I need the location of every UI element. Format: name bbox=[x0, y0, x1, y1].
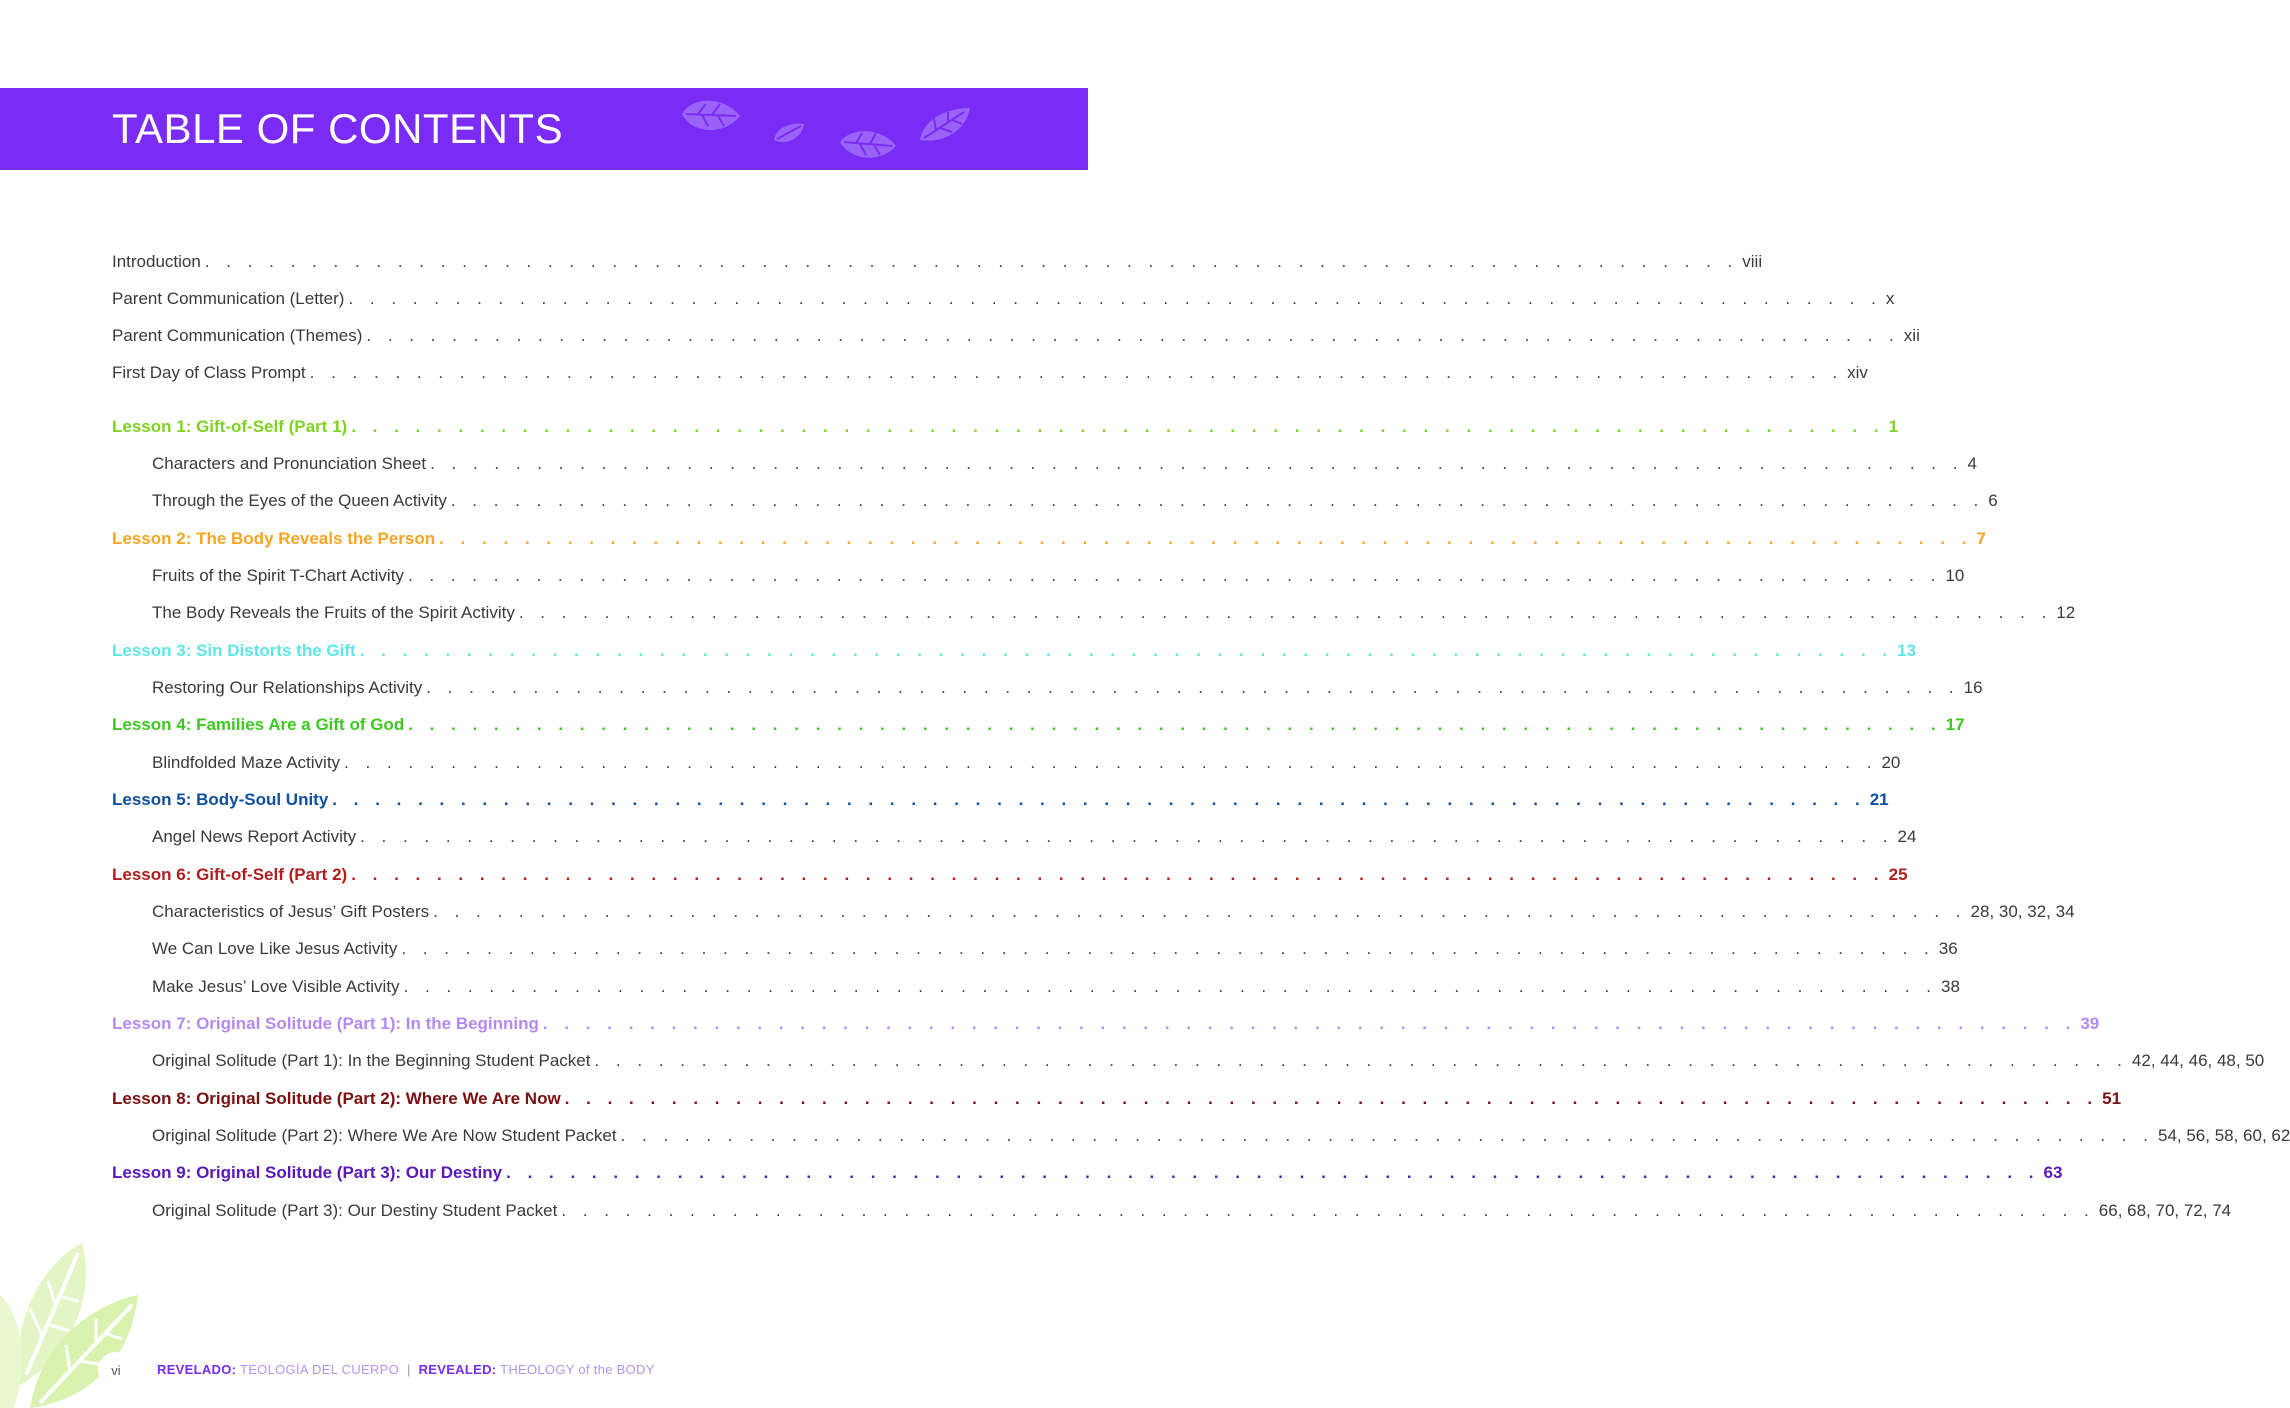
footer-brand: REVELADO: TEOLOGÍA DEL CUERPO | REVEALED: THEOLOGY of the BODY bbox=[157, 1362, 655, 1377]
toc-entry[interactable]: Original Solitude (Part 3): Our Destiny Student Packet . . . . . . . . . . . . . . . . . . . . . . . . . . . . . . . . . . . . . . . . . . . . . . . . . . . . . . . . . . . . . . . . . . . . . . . . 66, 68, 70, 72, 74 bbox=[152, 1201, 2232, 1220]
toc-lesson-5[interactable]: Lesson 5: Body-Soul Unity . . . . . . . . . . . . . . . . . . . . . . . . . . . . . . . . . . . . . . . . . . . . . . . . . . . . . . . . . . . . . . . . . . . . . . . . 21 bbox=[112, 790, 1889, 809]
toc-entry[interactable]: Original Solitude (Part 1): In the Beginning Student Packet . . . . . . . . . . . . . . . . . . . . . . . . . . . . . . . . . . . . . . . . . . . . . . . . . . . . . . . . . . . . . . . . . . . . . . . . 42, 44, 46, 48, 50 bbox=[152, 1051, 2265, 1070]
toc-entry[interactable]: Make Jesus’ Love Visible Activity . . . . . . . . . . . . . . . . . . . . . . . . . . . . . . . . . . . . . . . . . . . . . . . . . . . . . . . . . . . . . . . . . . . . . . . . 38 bbox=[152, 977, 1960, 996]
toc-lesson-6[interactable]: Lesson 6: Gift-of-Self (Part 2) . . . . . . . . . . . . . . . . . . . . . . . . . . . . . . . . . . . . . . . . . . . . . . . . . . . . . . . . . . . . . . . . . . . . . . . . 25 bbox=[112, 865, 1908, 884]
leaf-icon bbox=[838, 124, 898, 164]
toc-lesson-4[interactable]: Lesson 4: Families Are a Gift of God . . . . . . . . . . . . . . . . . . . . . . . . . . . . . . . . . . . . . . . . . . . . . . . . . . . . . . . . . . . . . . . . . . . . . . . . 17 bbox=[112, 715, 1965, 734]
page-title: TABLE OF CONTENTS bbox=[112, 105, 564, 152]
page-footer bbox=[0, 1350, 1088, 1390]
toc-entry[interactable]: Blindfolded Maze Activity . . . . . . . . . . . . . . . . . . . . . . . . . . . . . . . . . . . . . . . . . . . . . . . . . . . . . . . . . . . . . . . . . . . . . . . . 20 bbox=[152, 753, 1901, 772]
toc-lesson-1[interactable]: Lesson 1: Gift-of-Self (Part 1) . . . . . . . . . . . . . . . . . . . . . . . . . . . . . . . . . . . . . . . . . . . . . . . . . . . . . . . . . . . . . . . . . . . . . . . . 1 bbox=[112, 417, 1899, 436]
toc-entry[interactable]: Characters and Pronunciation Sheet . . . . . . . . . . . . . . . . . . . . . . . . . . . . . . . . . . . . . . . . . . . . . . . . . . . . . . . . . . . . . . . . . . . . . . . . 4 bbox=[152, 454, 1977, 473]
toc-entry[interactable]: We Can Love Like Jesus Activity . . . . . . . . . . . . . . . . . . . . . . . . . . . . . . . . . . . . . . . . . . . . . . . . . . . . . . . . . . . . . . . . . . . . . . . . 36 bbox=[152, 939, 1958, 958]
toc-entry[interactable]: Angel News Report Activity . . . . . . . . . . . . . . . . . . . . . . . . . . . . . . . . . . . . . . . . . . . . . . . . . . . . . . . . . . . . . . . . . . . . . . . . 24 bbox=[152, 827, 1917, 846]
header-banner bbox=[0, 88, 1088, 170]
toc-lesson-9[interactable]: Lesson 9: Original Solitude (Part 3): Our Destiny . . . . . . . . . . . . . . . . . . . . . . . . . . . . . . . . . . . . . . . . . . . . . . . . . . . . . . . . . . . . . . . . . . . . . . . . 63 bbox=[112, 1163, 2063, 1182]
toc-lesson-3[interactable]: Lesson 3: Sin Distorts the Gift . . . . . . . . . . . . . . . . . . . . . . . . . . . . . . . . . . . . . . . . . . . . . . . . . . . . . . . . . . . . . . . . . . . . . . . . 13 bbox=[112, 641, 1917, 660]
page-number: vi bbox=[98, 1352, 134, 1388]
toc-entry[interactable]: Through the Eyes of the Queen Activity . . . . . . . . . . . . . . . . . . . . . . . . . . . . . . . . . . . . . . . . . . . . . . . . . . . . . . . . . . . . . . . . . . . . . . . . 6 bbox=[152, 491, 1998, 510]
toc-lesson-7[interactable]: Lesson 7: Original Solitude (Part 1): In the Beginning . . . . . . . . . . . . . . . . . . . . . . . . . . . . . . . . . . . . . . . . . . . . . . . . . . . . . . . . . . . . . . . . . . . . . . . . 39 bbox=[112, 1014, 2100, 1033]
toc-entry[interactable]: Parent Communication (Letter) . . . . . . . . . . . . . . . . . . . . . . . . . . . . . . . . . . . . . . . . . . . . . . . . . . . . . . . . . . . . . . . . . . . . . . . . x bbox=[112, 289, 1895, 308]
toc-lesson-2[interactable]: Lesson 2: The Body Reveals the Person . . . . . . . . . . . . . . . . . . . . . . . . . . . . . . . . . . . . . . . . . . . . . . . . . . . . . . . . . . . . . . . . . . . . . . . . 7 bbox=[112, 529, 1986, 548]
toc-entry[interactable]: Introduction . . . . . . . . . . . . . . . . . . . . . . . . . . . . . . . . . . . . . . . . . . . . . . . . . . . . . . . . . . . . . . . . . . . . . . . . viii bbox=[112, 252, 1763, 271]
leaf-icon bbox=[918, 106, 972, 146]
toc-entry[interactable]: Restoring Our Relationships Activity . . . . . . . . . . . . . . . . . . . . . . . . . . . . . . . . . . . . . . . . . . . . . . . . . . . . . . . . . . . . . . . . . . . . . . . . 16 bbox=[152, 678, 1983, 697]
leaf-icon bbox=[772, 120, 806, 148]
toc-entry[interactable]: Fruits of the Spirit T-Chart Activity . . . . . . . . . . . . . . . . . . . . . . . . . . . . . . . . . . . . . . . . . . . . . . . . . . . . . . . . . . . . . . . . . . . . . . . . 10 bbox=[152, 566, 1965, 585]
toc-entry[interactable]: The Body Reveals the Fruits of the Spirit Activity . . . . . . . . . . . . . . . . . . . . . . . . . . . . . . . . . . . . . . . . . . . . . . . . . . . . . . . . . . . . . . . . . . . . . . . . 12 bbox=[152, 603, 2076, 622]
toc-lesson-8[interactable]: Lesson 8: Original Solitude (Part 2): Where We Are Now . . . . . . . . . . . . . . . . . . . . . . . . . . . . . . . . . . . . . . . . . . . . . . . . . . . . . . . . . . . . . . . . . . . . . . . . 51 bbox=[112, 1089, 2122, 1108]
toc-entry[interactable]: First Day of Class Prompt . . . . . . . . . . . . . . . . . . . . . . . . . . . . . . . . . . . . . . . . . . . . . . . . . . . . . . . . . . . . . . . . . . . . . . . . xiv bbox=[112, 363, 1868, 382]
toc-entry[interactable]: Characteristics of Jesus’ Gift Posters . . . . . . . . . . . . . . . . . . . . . . . . . . . . . . . . . . . . . . . . . . . . . . . . . . . . . . . . . . . . . . . . . . . . . . . . 28, 30, 32, 34 bbox=[152, 902, 2075, 921]
toc-entry[interactable]: Original Solitude (Part 2): Where We Are Now Student Packet . . . . . . . . . . . . . . . . . . . . . . . . . . . . . . . . . . . . . . . . . . . . . . . . . . . . . . . . . . . . . . . . . . . . . . . . 54, 56, 58, 60, 62 bbox=[152, 1126, 2290, 1145]
toc-entry[interactable]: Parent Communication (Themes) . . . . . . . . . . . . . . . . . . . . . . . . . . . . . . . . . . . . . . . . . . . . . . . . . . . . . . . . . . . . . . . . . . . . . . . . xii bbox=[112, 326, 1920, 345]
leaf-icon bbox=[678, 94, 744, 138]
